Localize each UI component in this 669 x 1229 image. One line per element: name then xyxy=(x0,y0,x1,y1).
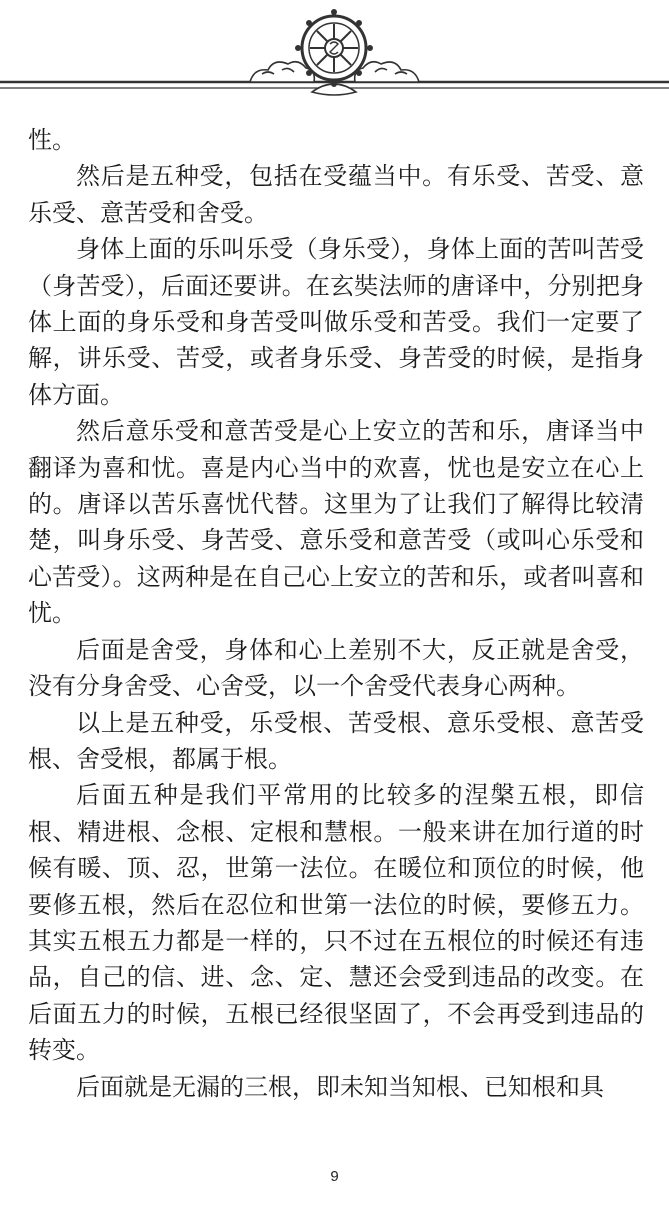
header-ornament xyxy=(0,0,669,110)
paragraph: 后面五种是我们平常用的比较多的涅槃五根，即信根、精进根、念根、定根和慧根。一般来讲在加行道的时候有暖、顶、忍，世第一法位。在暖位和顶位的时候，他要修五根，然后在忍位和世第一法位的时候，要修五力。其实五根五力都是一样的，只不过在五根位的时候还有违品，自己的信、进、念、定、慧还会受到违品的改变。在后面五力的时候，五根已经很坚固了，不会再受到违品的转变。 xyxy=(28,781,644,1065)
auspicious-cloud-icon xyxy=(355,62,419,82)
auspicious-cloud-icon xyxy=(250,62,314,82)
paragraph: 后面就是无漏的三根，即未知当知根、已知根和具 xyxy=(76,1072,604,1101)
paragraph: 以上是五种受，乐受根、苦受根、意乐受根、意苦受根、舍受根，都属于根。 xyxy=(28,708,644,773)
paragraph: 然后是五种受，包括在受蕴当中。有乐受、苦受、意乐受、意苦受和舍受。 xyxy=(28,162,644,227)
paragraph: 身体上面的乐叫乐受（身乐受），身体上面的苦叫苦受（身苦受），后面还要讲。在玄奘法师的唐译中，分别把身体上面的身乐受和身苦受叫做乐受和苦受。我们一定要了解，讲乐受、苦受，或者身乐受、身苦受的时候，是指身体方面。 xyxy=(28,235,644,409)
paragraph: 性。 xyxy=(28,126,76,154)
dharma-wheel-icon xyxy=(0,0,669,110)
paragraph: 后面是舍受，身体和心上差别不大，反正就是舍受，没有分身舍受、心舍受，以一个舍受代表身心两种。 xyxy=(28,635,644,701)
page-number: 9 xyxy=(330,1168,339,1185)
body-text xyxy=(28,122,644,1105)
paragraph: 然后意乐受和意苦受是心上安立的苦和乐，唐译当中翻译为喜和忧。喜是内心当中的欢喜，忧也是安立在心上的。唐译以苦乐喜忧代替。这里为了让我们了解得比较清楚，叫身乐受、身苦受、意乐受和意苦受（或叫心乐受和心苦受）。这两种是在自己心上安立的苦和乐，或者叫喜和忧。 xyxy=(28,417,644,628)
